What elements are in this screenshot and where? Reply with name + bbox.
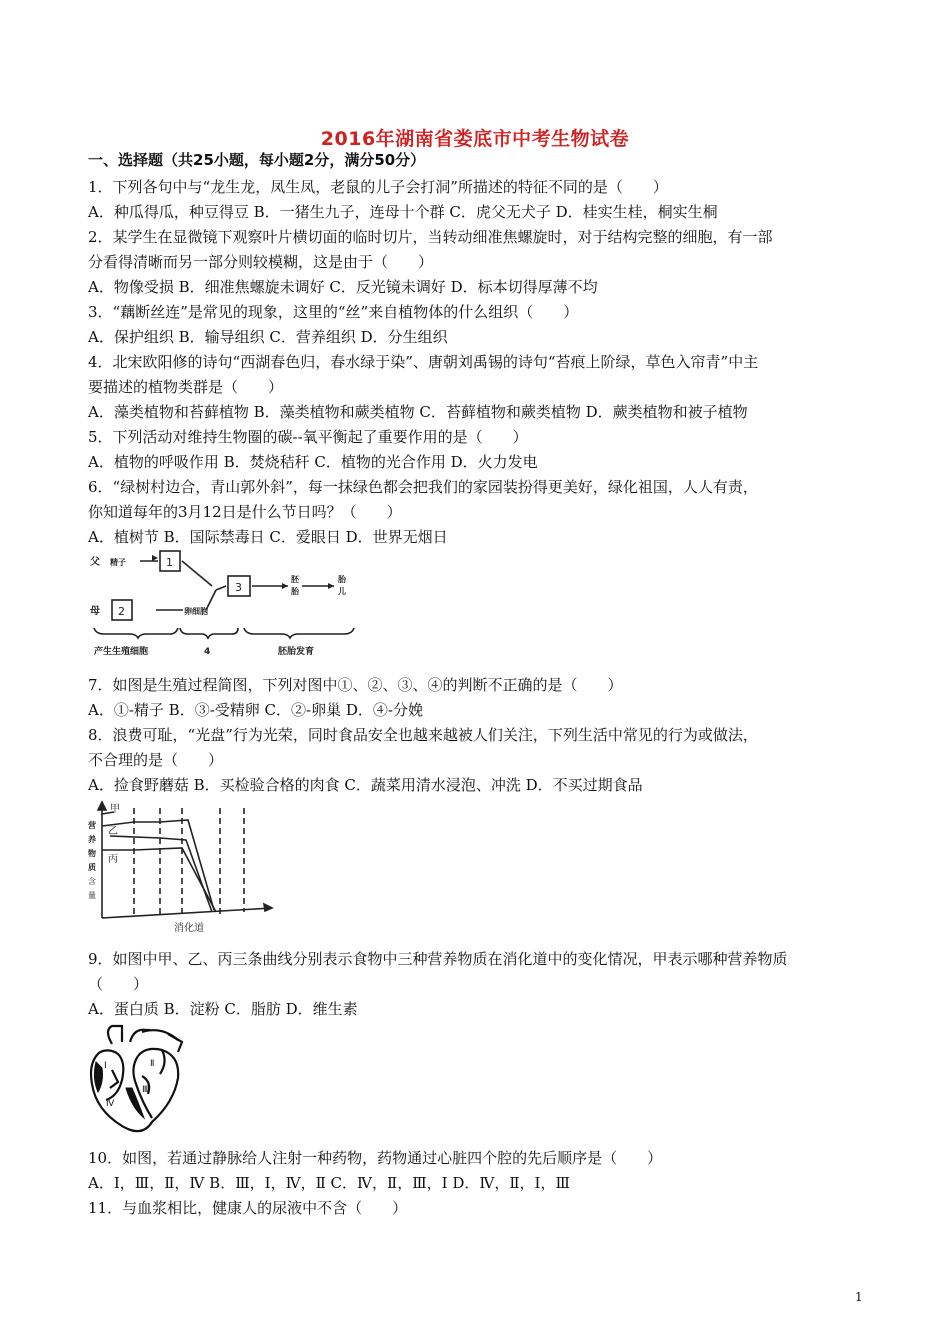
question-2-cont: 分看得清晰而另一部分则较模糊，这是由于（ ）	[88, 253, 434, 271]
question-9-options: A．蛋白质 B．淀粉 C．脂肪 D．维生素	[88, 1000, 358, 1018]
curve-jia-label: 甲	[110, 804, 120, 815]
question-5: 5．下列活动对维持生物圈的碳--氧平衡起了重要作用的是（ ）	[88, 428, 528, 446]
page-number: 1	[855, 1290, 863, 1304]
chamber-3-label: Ⅲ	[142, 1085, 149, 1095]
egg-label: 卵细胞	[184, 607, 208, 616]
question-3-options: A．保护组织 B．输导组织 C．营养组织 D．分生组织	[88, 328, 448, 346]
y-axis-char-5: 含	[88, 877, 96, 886]
y-axis-char-1: 营	[88, 821, 96, 830]
y-axis-char-3: 物	[88, 849, 96, 858]
question-8-cont: 不合理的是（ ）	[88, 751, 224, 769]
question-6-cont: 你知道每年的3月12日是什么节日吗？（ ）	[88, 503, 402, 521]
question-3: 3．“藕断丝连”是常见的现象，这里的“丝”来自植物体的什么组织（ ）	[88, 303, 579, 321]
chamber-2-label: Ⅱ	[150, 1059, 155, 1069]
question-4: 4．北宋欧阳修的诗句“西湖春色归，春水绿于染”、唐朝刘禹锡的诗句“苔痕上阶绿，草色入帘青”中主	[88, 353, 759, 371]
question-1: 1．下列各句中与“龙生龙，凤生凤，老鼠的儿子会打洞”所描述的特征不同的是（ ）	[88, 178, 668, 196]
box-2-label: 2	[118, 605, 125, 618]
question-5-options: A．植物的呼吸作用 B．焚烧秸秆 C．植物的光合作用 D．火力发电	[88, 453, 538, 471]
stage-label-1: 产生生殖细胞	[94, 647, 149, 657]
question-7: 7．如图是生殖过程简图，下列对图中①、②、③、④的判断不正确的是（ ）	[88, 676, 623, 694]
fetus-label-top: 胎	[338, 575, 346, 584]
question-8-options: A．捡食野蘑菇 B．买检验合格的肉食 C．蔬菜用清水浸泡、冲洗 D．不买过期食品	[88, 776, 643, 794]
section-heading: 一、选择题（共25小题，每小题2分，满分50分）	[88, 151, 426, 169]
box-1-label: 1	[166, 556, 173, 569]
question-6: 6．“绿树村边合，青山郭外斜”，每一抹绿色都会把我们的家园装扮得更美好，绿化祖国，人人有责，	[88, 478, 758, 496]
question-9: 9．如图中甲、乙、丙三条曲线分别表示食物中三种营养物质在消化道中的变化情况，甲表示哪种营养物质	[88, 950, 788, 968]
stage-label-2: 4	[204, 647, 211, 657]
sperm-label: 精子	[110, 558, 126, 567]
question-2-options: A．物像受损 B．细准焦螺旋未调好 C．反光镜未调好 D．标本切得厚薄不均	[88, 278, 598, 296]
curve-yi-label: 乙	[108, 826, 118, 837]
fetus-label-bottom: 儿	[338, 587, 346, 596]
digestion-curve-diagram	[86, 800, 286, 935]
box-3-label: 3	[235, 581, 242, 594]
question-1-options: A．种瓜得瓜，种豆得豆 B．一猪生九子，连母十个群 C．虎父无犬子 D．桂实生桂，桐实生桐	[88, 203, 718, 221]
curve-bing-label: 丙	[108, 854, 118, 865]
heart-diagram	[82, 1022, 192, 1140]
question-10-options: A．Ⅰ，Ⅲ，Ⅱ，Ⅳ B．Ⅲ，Ⅰ，Ⅳ，Ⅱ C．Ⅳ，Ⅱ，Ⅲ，Ⅰ D．Ⅳ，Ⅱ，Ⅰ，Ⅲ	[88, 1174, 570, 1192]
question-2: 2．某学生在显微镜下观察叶片横切面的临时切片，当转动细准焦螺旋时，对于结构完整的细胞，有一部	[88, 228, 773, 246]
question-9-cont: （ ）	[88, 975, 149, 993]
father-label: 父	[90, 557, 100, 568]
embryo-label-bottom: 胎	[291, 587, 299, 596]
mother-label: 母	[90, 606, 100, 617]
stage-label-3: 胚胎发育	[278, 647, 315, 657]
question-8: 8．浪费可耻，“光盘”行为光荣，同时食品安全也越来越被人们关注，下列生活中常见的行为或做法，	[88, 726, 758, 744]
y-axis-char-4: 质	[88, 863, 96, 872]
chamber-1-label: Ⅰ	[104, 1061, 107, 1071]
question-4-options: A．藻类植物和苔藓植物 B．藻类植物和蕨类植物 C．苔藓植物和蕨类植物 D．蕨类植物和被子植物	[88, 403, 748, 421]
reproduction-diagram	[88, 548, 368, 660]
question-11: 11．与血浆相比，健康人的尿液中不含（ ）	[88, 1199, 408, 1217]
question-4-cont: 要描述的植物类群是（ ）	[88, 378, 284, 396]
embryo-label-top: 胚	[291, 575, 299, 584]
y-axis-char-6: 量	[88, 891, 96, 900]
y-axis-char-2: 养	[88, 835, 96, 844]
question-7-options: A．①-精子 B．③-受精卵 C．②-卵巢 D．④-分娩	[88, 701, 423, 719]
x-axis-label: 消化道	[174, 923, 204, 934]
page-title: 2016年湖南省娄底市中考生物试卷	[320, 128, 630, 150]
chamber-4-label: Ⅳ	[106, 1099, 115, 1109]
question-10: 10．如图，若通过静脉给人注射一种药物，药物通过心脏四个腔的先后顺序是（ ）	[88, 1149, 663, 1167]
question-6-options: A．植树节 B．国际禁毒日 C．爱眼日 D．世界无烟日	[88, 528, 448, 546]
